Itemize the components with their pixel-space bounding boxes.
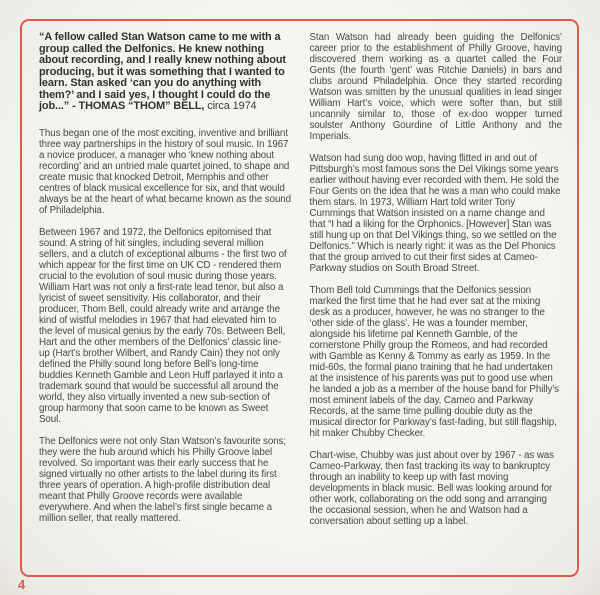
- body-paragraph: Chart-wise, Chubby was just about over by 1967 - as was Cameo-Parkway, then fast tracking its way to bankruptcy through an inability to keep up with fast moving developments in black music. Bell was looking around for other work, collaborating on the odd song and arranging the occasional session, when he and Watson had a conversation about setting up a label.: [309, 450, 554, 527]
- quote-attribution-date: circa 1974: [204, 100, 257, 112]
- quote-attribution: THOMAS “THOM” BELL,: [78, 100, 205, 112]
- body-paragraph: Thus began one of the most exciting, inventive and brilliant three way partnerships in the history of soul music. In 1967 a novice producer, a manager who ‘knew nothing about recording’ and an untried male quartet joined, to shape and create music that knocked Detroit, Memphis and other centres of black musical excellence for six, and that would always be at the heart of what became known as the sound of Philadelphia.: [39, 127, 291, 216]
- body-paragraph: Between 1967 and 1972, the Delfonics epitomised that sound. A string of hit singles, including several million sellers, and a clutch of exceptional albums - the first two of which appear for the first time on UK CD - rendered them crucial to the evolution of soul music during those years. William Hart was not only a first-rate lead tenor, but also a lyricist of sweet sensitivity. His collaborator, and their producer, Thom Bell, could already write and arrange the kind of wistful melodies in 1967 that had elevated him to the level of musical genius by the early 70s. Between Bell, Hart and the other members of the Delfonics’ classic line-up (Hart’s brother Wilbert, and Randy Cain) they not only defined the Philly sound long before Bell’s long-time buddies Kenneth Gamble and Leon Huff parlayed it into a trademark sound that would be successful all around the world, they also virtually invented a new sub-section of group harmony that soon came to be known as Sweet Soul.: [39, 226, 287, 425]
- body-paragraph: The Delfonics were not only Stan Watson’s favourite sons; they were the hub around which his Philly Groove label revolved. So important was their early success that he signed virtually no other artists to the label during its first three years of operation. A high-profile distribution deal meant that Philly Groove records were available everywhere. And when the label’s first single became a million seller, that really mattered.: [39, 435, 286, 524]
- body-paragraph: Stan Watson had already been guiding the Delfonics’ career prior to the establishment of Philly Groove, having discovered them working as a quartet called the Four Gents (the fourth ‘gent’ was Ritchie Daniels) in bars and clubs around Philadelphia. Once they started recording Watson was smitten by the unusual qualities in lead singer William Hart’s voice, which were softer than, but still uncannily similar to, those of ex-doo wopper turned soulster Anthony Gourdine of Little Anthony and the Imperials.: [309, 32, 562, 142]
- left-column: [39, 32, 292, 563]
- body-paragraph: Thom Bell told Cummings that the Delfonics session marked the first time that he had ever sat at the mixing desk as a producer, however, he was no stranger to the ‘other side of the glass’. He was a founder member, alongside his lifetime pal Kenneth Gamble, of the cornerstone Philly group the Romeos, and had recorded with Gamble as Kenny & Tommy as early as 1959. In the mid-60s, the formal piano training that he had undertaken at the insistence of his parents was put to good use when he landed a job as a member of the house band for Philly’s most eminent labels of the day, Cameo and Parkway Records, at the same time pulling double duty as the musical director for Parkway’s fast-fading, but still flagship, hit maker Chubby Checker.: [309, 285, 559, 439]
- right-column: [310, 32, 563, 563]
- quote-text: “A fellow called Stan Watson came to me with a group called the Delfonics. He knew nothing about recording, and I really knew nothing about producing, but it was something that I wanted to learn. Stan asked ‘can you do anything with them?’ and I said yes, I thought I could do the job...” -: [39, 31, 286, 112]
- body-paragraph: Watson had sung doo wop, having flitted in and out of Pittsburgh’s most famous sons the Del Vikings some years earlier without having ever recorded with them. He sold the Four Gents on the idea that he was a man who could make them stars. In 1973, William Hart told writer Tony Cummings that Watson insisted on a name change and that “I had a liking for the Orphonics. [However] Stan was still hung up on that Del Vikings thing, so we settled on the Delfonics.” Which is nearly right: it was as the Del Phonics that the group arrived to cut their first sides at Cameo-Parkway studios on South Broad Street.: [309, 153, 561, 274]
- quote-paragraph: [39, 32, 292, 113]
- red-border-frame: [20, 19, 579, 577]
- page-number: 4: [18, 577, 26, 592]
